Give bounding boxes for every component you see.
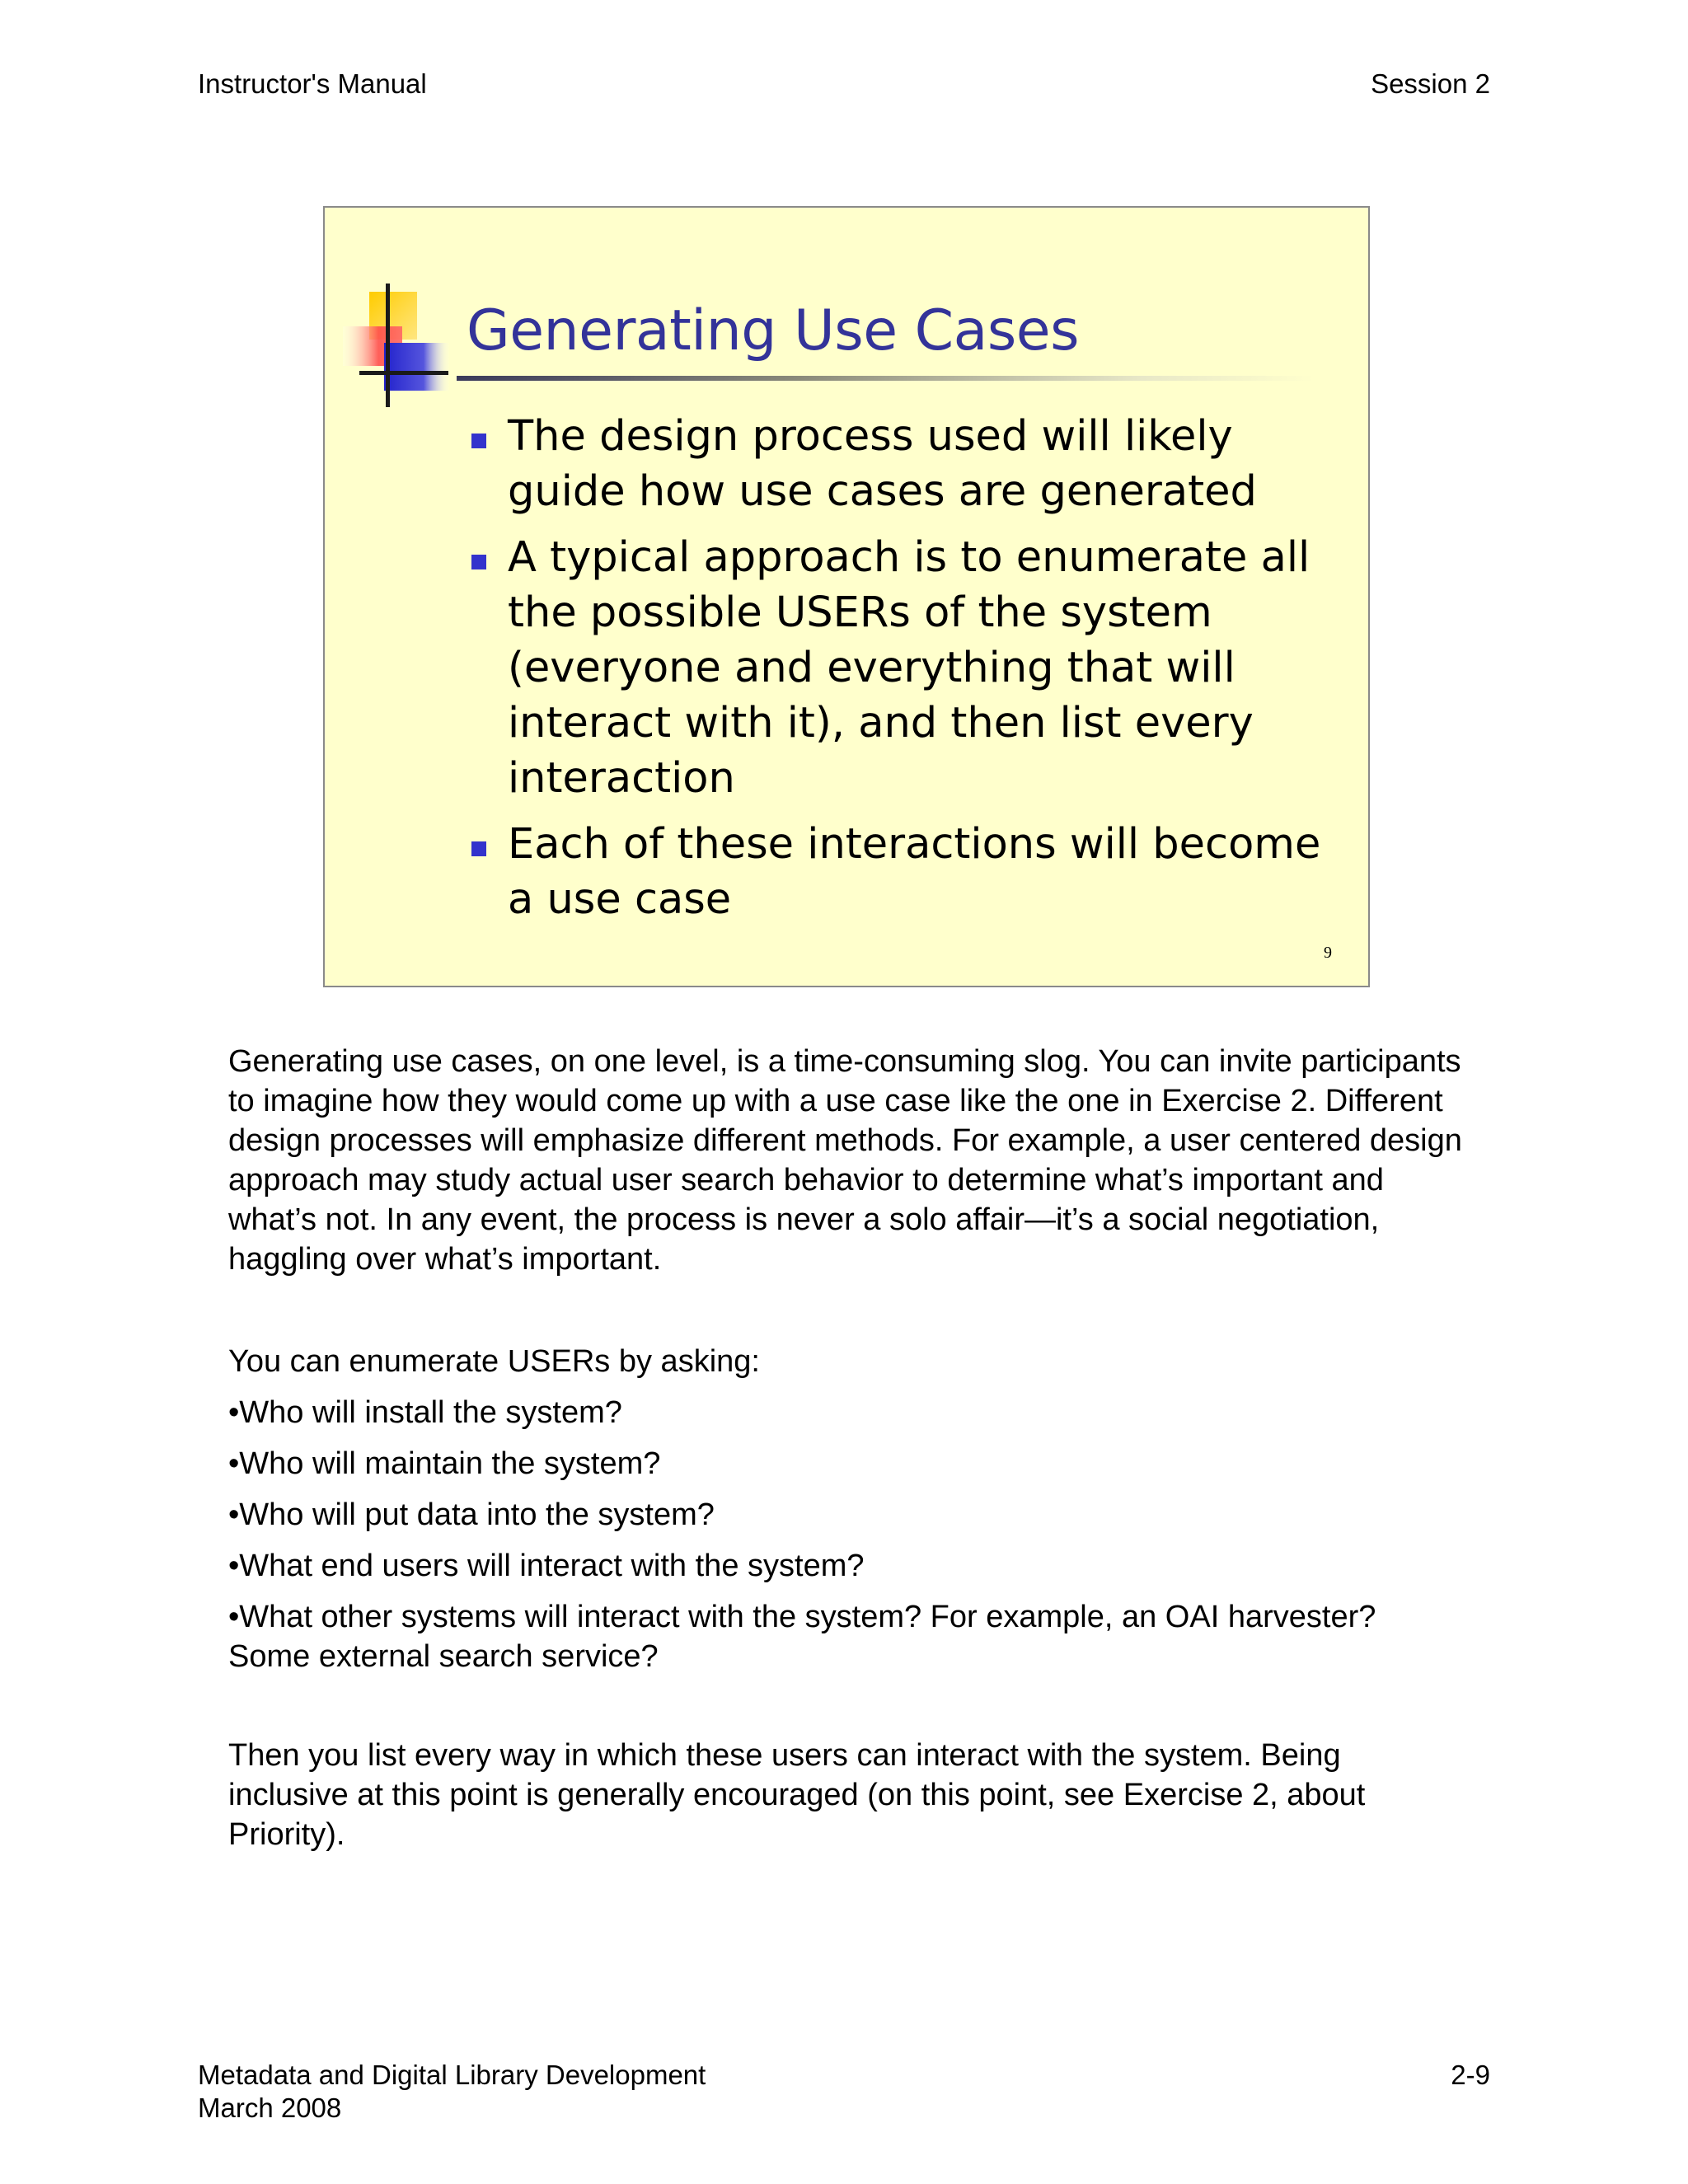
list-item: •Who will put data into the system? — [228, 1497, 715, 1532]
square-bullet-icon — [471, 841, 486, 856]
notes-paragraph: Then you list every way in which these users can interact with the system. Being inclusive at this point is generally encouraged (on this point, see Exercise 2, about Priority). — [228, 1738, 1366, 1852]
slide-decoration-icon — [336, 284, 452, 407]
slide-bullet-text: The design process used will likely guide how use cases are generated — [508, 412, 1257, 516]
user-question-list — [228, 1342, 1465, 1676]
slide-bullet — [467, 817, 1340, 927]
slide-bullet-list — [467, 409, 1340, 938]
footer-date: March 2008 — [198, 2093, 342, 2123]
instructor-notes — [228, 1042, 1465, 1854]
title-underline — [457, 376, 1314, 381]
list-item: •What end users will interact with the system? — [228, 1549, 865, 1583]
list-item: •What other systems will interact with the system? For example, an OAI harvester? Some external search service? — [228, 1600, 1376, 1674]
header-manual-title: Instructor's Manual — [198, 68, 427, 99]
slide-bullet — [467, 530, 1340, 806]
footer-course — [198, 2059, 706, 2125]
slide-number: 9 — [1324, 944, 1332, 962]
footer-course-title: Metadata and Digital Library Development — [198, 2060, 706, 2090]
header-session: Session 2 — [1371, 68, 1490, 99]
square-bullet-icon — [471, 555, 486, 569]
slide-thumbnail — [323, 206, 1370, 987]
list-intro: You can enumerate USERs by asking: — [228, 1344, 760, 1379]
slide-bullet-text: A typical approach is to enumerate all the possible USERs of the system (everyone and everything that will interact with it), and then list every interaction — [508, 533, 1311, 803]
square-bullet-icon — [471, 434, 486, 448]
list-item: •Who will install the system? — [228, 1395, 622, 1430]
slide-bullet — [467, 409, 1340, 519]
slide-title: Generating Use Cases — [467, 298, 1080, 363]
notes-paragraph: Generating use cases, on one level, is a time-consuming slog. You can invite participants to imagine how they would come up with a use case like the one in Exercise 2. Different design processes will emphasize different methods. For example, a user centered design approach may study actual user search behavior to determine what’s important and what’s not. In any event, the process is never a solo affair—it’s a social negotiation, haggling over what’s important. — [228, 1044, 1462, 1277]
slide-bullet-text: Each of these interactions will become a use case — [508, 820, 1321, 924]
list-item: •Who will maintain the system? — [228, 1446, 661, 1481]
footer-page-number: 2-9 — [1451, 2060, 1490, 2090]
